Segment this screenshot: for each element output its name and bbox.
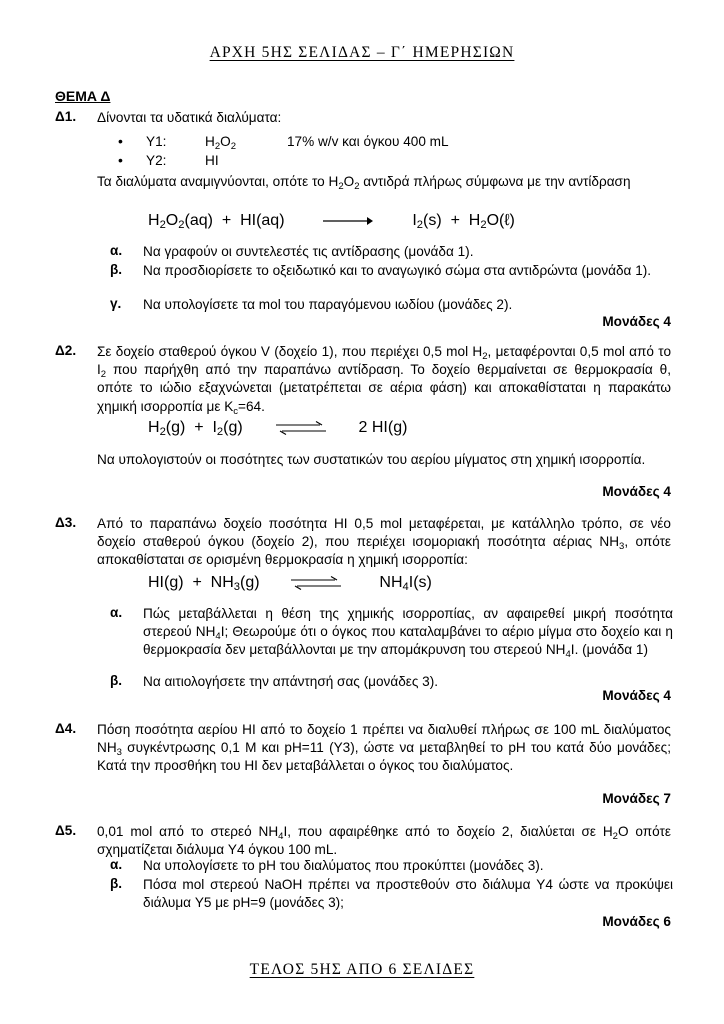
d1-item-b-text: Να προσδιορίσετε το οξειδωτικό και το αναγωγικό σώμα στα αντιδρώντα (μονάδα 1). bbox=[143, 263, 652, 278]
d5-label: Δ5. bbox=[55, 823, 77, 838]
d2-equation bbox=[148, 419, 407, 437]
d2-text: Σε δοχείο σταθερού όγκου V (δοχείο 1), που περιέχει 0,5 mol $H_2$, μεταφέρονται 0,5 mol από το $I_2$ που παρήχθη από την παραπάνω αντίδραση. Το δοχείο θερμαίνεται σε θερμοκρασία θ, οπότε το ιώδιο εξαχνώνεται (μετατρέπεται σε αέρια φάση) και αποκαθίσταται η παρακάτω χημική ισορροπία με $K_c=64$. bbox=[97, 344, 672, 417]
d1-item-a-letter: α. bbox=[110, 243, 123, 258]
d3-label: Δ3. bbox=[55, 515, 77, 530]
equilibrium-arrow-icon bbox=[291, 576, 341, 590]
y2-solute: HI bbox=[205, 153, 219, 168]
d1-item-a-text: Να γραφούν οι συντελεστές τις αντίδρασης (μονάδα 1). bbox=[143, 244, 474, 259]
d2-marks: Μονάδες 4 bbox=[602, 484, 671, 499]
equilibrium-arrow-icon bbox=[276, 421, 326, 435]
d1-equation bbox=[148, 212, 515, 230]
d1-item-c-text: Να υπολογίσετε τα mol του παραγόμενου ιωδίου (μονάδες 2). bbox=[143, 297, 513, 312]
section-title: ΘΕΜΑ Δ bbox=[55, 88, 111, 104]
d1-label: Δ1. bbox=[55, 109, 77, 124]
y1-name: Υ1: bbox=[146, 134, 167, 149]
d3-eq-left: $HI(g) + NH_3(g)$ bbox=[148, 574, 260, 593]
d3-item-b-letter: β. bbox=[110, 673, 123, 688]
d1-intro: Δίνονται τα υδατικά διαλύματα: bbox=[97, 110, 282, 125]
right-arrow-icon bbox=[323, 215, 373, 227]
d1-text: Τα διαλύματα αναμιγνύονται, οπότε το $H_2O_2$ αντιδρά πλήρως σύμφωνα με την αντίδραση bbox=[97, 174, 631, 192]
d1-item-c-letter: γ. bbox=[110, 296, 122, 311]
y1-desc: 17% w/v και όγκου 400 mL bbox=[287, 134, 449, 149]
y2-name: Υ2: bbox=[146, 153, 167, 168]
d4-label: Δ4. bbox=[55, 721, 77, 736]
d1-eq-left: $H_2O_2(aq) + HI(aq)$ bbox=[148, 212, 285, 231]
d5-marks: Μονάδες 6 bbox=[602, 914, 671, 929]
d3-marks: Μονάδες 4 bbox=[602, 688, 671, 703]
d3-equation bbox=[148, 574, 432, 592]
d1-marks: Μονάδες 4 bbox=[602, 314, 671, 329]
d3-item-a-text: Πώς μεταβάλλεται η θέση της χημικής ισορροπίας, αν αφαιρεθεί μικρή ποσότητα στερεού $NH_4I$; Θεωρούμε ότι ο όγκος που καταλαμβάνει το αέριο μίγμα στο δοχείο και η θερμοκρασία δεν μεταβάλλονται με την απομάκρυνση του στερεού $NH_4I$. (μονάδα 1) bbox=[143, 606, 673, 661]
d3-item-a-letter: α. bbox=[110, 605, 123, 620]
d5-item-a-letter: α. bbox=[110, 857, 123, 872]
d3-item-b-text: Να αιτιολογήσετε την απάντησή σας (μονάδες 3). bbox=[143, 674, 439, 689]
d3-eq-right: $NH_4I(s)$ bbox=[379, 574, 432, 593]
page-footer: ΤΕΛΟΣ 5ΗΣ ΑΠΟ 6 ΣΕΛΙΔΕΣ bbox=[249, 961, 475, 978]
y1-solute: $H_2O_2$ bbox=[205, 134, 236, 152]
bullet-icon: • bbox=[118, 133, 123, 149]
d5-item-b-text: Πόσα mol στερεού NaOH πρέπει να προστεθούν στο διάλυμα Y4 ώστε να προκύψει διάλυμα Y5 με pH=9 (μονάδες 3); bbox=[143, 877, 673, 911]
bullet-icon: • bbox=[118, 152, 123, 168]
d1-item-b-letter: β. bbox=[110, 262, 123, 277]
d5-item-a-text: Να υπολογίσετε το pH του διαλύματος που προκύπτει (μονάδες 3). bbox=[143, 858, 544, 873]
d5-item-b-letter: β. bbox=[110, 876, 123, 891]
d2-label: Δ2. bbox=[55, 343, 77, 358]
d2-eq-right: 2 HI(g) bbox=[358, 419, 408, 436]
d3-text: Από το παραπάνω δοχείο ποσότητα HI 0,5 mol μεταφέρεται, με κατάλληλο τρόπο, σε νέο δοχείο σταθερού όγκου (δοχείο 2), που περιέχει ισομοριακή ποσότητα αέριας $NH_3$, οπότε αποκαθίσταται σε ορισμένη θερμοκρασία η χημική ισορροπία: bbox=[97, 516, 671, 568]
d5-text: 0,01 mol από το στερεό $NH_4I$, που αφαιρέθηκε από το δοχείο 2, διαλύεται σε $H_2O$ οπότε σχηματίζεται διάλυμα Y4 όγκου 100 mL. bbox=[97, 824, 671, 858]
d1-eq-right: $I_2(s)$ + $H_2O(\ell)$ bbox=[412, 212, 515, 231]
d4-marks: Μονάδες 7 bbox=[602, 791, 671, 806]
page-header: ΑΡΧΗ 5ΗΣ ΣΕΛΙΔΑΣ – Γ΄ ΗΜΕΡΗΣΙΩΝ bbox=[209, 44, 515, 61]
d4-text: Πόση ποσότητα αερίου HI από το δοχείο 1 πρέπει να διαλυθεί πλήρως σε 100 mL διαλύματος $NH_3$ συγκέντρωσης 0,1 M και pH=11 (Y3), ώστε να μεταβληθεί το pH του κατά δύο μονάδες; Κατά την προσθήκη του HI δεν μεταβάλλεται ο όγκος του διαλύματος. bbox=[97, 722, 671, 774]
d2-text-after: Να υπολογιστούν οι ποσότητες των συστατικών του αερίου μίγματος στη χημική ισορροπία. bbox=[97, 452, 646, 467]
d2-eq-left: $H_2(g) + I_2(g)$ bbox=[148, 419, 243, 438]
